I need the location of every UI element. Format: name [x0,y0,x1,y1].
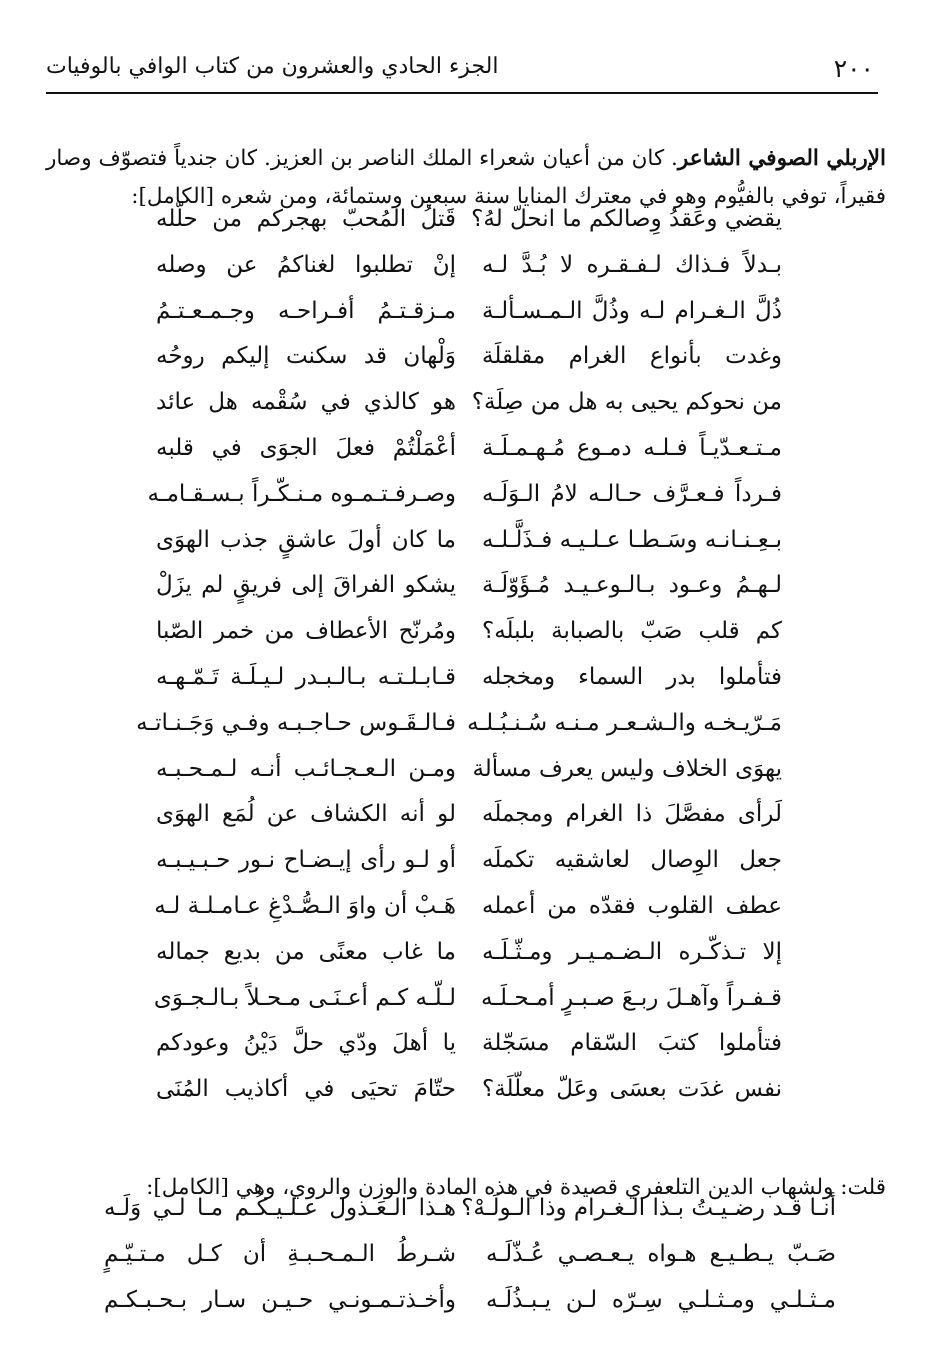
verse-second-hemistich: فتأملوا بدر السماء ومخجله [482,663,782,690]
verse-line [0,197,940,243]
verse-line [0,1278,940,1324]
verse-first-hemistich: مـزقـتـمُ أفـراحـه وجـمـعـتـمُ [156,297,456,324]
verse-line [0,1186,940,1232]
verse-second-hemistich: كم قلب صَبّ بالصبابة بلبلَه؟ [482,618,782,645]
verse-first-hemistich: هو كالذي في سُقْمه هل عائد [156,389,456,416]
verse-second-hemistich: إلا تـذكّـره الـضـمـيـر ومـثّـلَـه [482,938,782,965]
verse-line [0,289,940,335]
verse-second-hemistich: فـرداً فـعـرَّف حـالـه لامُ الـوَلَـه [482,480,782,507]
verse-first-hemistich: ما كان أولَ عاشقٍ جذب الهوَى [156,526,456,553]
running-title: الجزء الحادي والعشرون من كتاب الوافي بالوفيات [46,54,499,79]
verse-first-hemistich: هـذا الـعَـذول عـلـيـكُـم مـا لـي وَلَـه [104,1195,456,1221]
verse-first-hemistich: يا أهلَ ودّي حلَّ دَيْنُ وعودكم [156,1030,456,1057]
page-number: ٢٠٠ [833,54,874,83]
verse-second-hemistich: لـهـمُ وعـود بـالـوعـيـد مُـؤَوّلَـة [482,572,782,599]
verse-first-hemistich: يشكو الفراقَ إلى فريقٍ لم يزَلْ [156,572,456,599]
verse-line [0,1232,940,1278]
verse-second-hemistich: مـتـعـدّيـاً فـلـه دمـوع مُـهـمـلَـة [482,434,782,461]
verse-second-hemistich: جعل الوِصال لعاشقيه تكملَه [482,847,782,874]
poem-2 [0,1186,940,1324]
note-text: قلت: ولشهاب الدين التلعفري قصيدة في هذه المادة والوزن والروي، وهي [الكامل]: [146,1174,886,1200]
verse-first-hemistich: أو لـو رأى إيـضـاح نـور حـبـيـبـه [156,847,456,874]
verse-first-hemistich: وأخـذتـمـونـي حـيـن سـار بـحـبـكـم [104,1287,456,1313]
verse-first-hemistich: ومُرنّح الأعطاف من خمر الصّبا [156,618,456,645]
verse-second-hemistich: ذُلَّ الـغـرام لـه وذُلَّ الـمـسـألـة [482,297,782,324]
verse-first-hemistich: ومـن الـعـجـائـب أنـه لـمـحـبـه [156,755,456,782]
verse-line [0,747,940,793]
verse-line [0,609,940,655]
verse-second-hemistich: مَـرّيـخـه والـشـعـر مـنـه سُـنـبُـلـه [467,709,782,736]
verse-second-hemistich: فتأملوا كتبَ السّقام مسَجّلة [482,1030,782,1057]
verse-first-hemistich: وصـرفـتـمـوه مـنـكّـراً بـسـقـامـه [147,480,456,507]
verse-first-hemistich: هَـبْ أن واوَ الـصُّـدْغِ عـامـلـة لـه [154,892,456,919]
verse-line [0,334,940,380]
page-header [46,52,878,94]
verse-second-hemistich: يهوَى الخلاف وليس يعرف مسألة [472,755,782,782]
poet-name: الإربلي الصوفي الشاعر [677,145,887,171]
verse-line [0,426,940,472]
verse-second-hemistich: وغدت بأنواع الغرام مقلقلَة [482,343,782,370]
verse-second-hemistich: بـعِـنـانـه وسَـطـا عـلـيـه فـذَلَّـلـه [482,526,782,553]
verse-line [0,243,940,289]
intro-text: . كان من أعيان شعراء الملك الناصر بن العزيز. كان جندياً فتصوّف وصار فقيراً، توفي بالفيُّوم وهو في معترك المنايا سنة سبعين وستمائة، ومن شعره [الكامل]: [46,145,886,209]
verse-line [0,563,940,609]
verse-second-hemistich: بـدلاً فـذاك لـفـقـره لا بُـدَّ لـه [482,251,782,278]
verse-line [0,380,940,426]
verse-line [0,518,940,564]
verse-first-hemistich: حتّامَ تحيَى في أكاذيب المُنَى [156,1076,456,1103]
verse-line [0,472,940,518]
verse-first-hemistich: قـابـلـتـه بـالـبـدر لـيـلَـة تَـمّـهـه [156,663,456,690]
verse-line [0,1067,940,1113]
verse-second-hemistich: قـفـراً وآهـلَ ربـعَ صـبـرٍ أمـحـلَـه [480,984,782,1011]
verse-first-hemistich: لـلّـه كـم أعـنَـى مـحـلاً بـالـجـوَى [153,984,456,1011]
verse-line [0,930,940,976]
verse-second-hemistich: يقضي وعَقدُ وِصالكم ما انحلّ لهُ؟ [471,206,782,232]
verse-first-hemistich: لو أنه الكشاف عن لُمَع الهوَى [156,801,456,828]
verse-line [0,701,940,747]
verse-line [0,976,940,1022]
verse-first-hemistich: فـالـقَـوس حـاجـبـه وفـي وَجَـنـاتـه [136,709,456,736]
verse-second-hemistich: عطف القلوب فقدّه من أعمله [482,892,782,919]
verse-first-hemistich: وَلْهان قد سكنت إليكم روحُه [156,343,456,370]
verse-second-hemistich: أنـا قـد رضـيـتُ بـذا الـغـرام وذا الـولَـهْ؟ [461,1195,836,1221]
verse-second-hemistich: صَـبّ يـطـيـع هـواه يـعـصـي عُـذّلَـه [486,1241,836,1267]
verse-line [0,1021,940,1067]
verse-first-hemistich: ما غاب معنًى من بديع جماله [156,938,456,965]
verse-line [0,792,940,838]
verse-line [0,884,940,930]
verse-second-hemistich: مـثـلـي ومـثـلـي سِـرّه لـن يـبـذُلَـه [486,1287,836,1313]
verse-first-hemistich: أعْمَلْتُمْ فعلَ الجوَى في قلبه [156,434,456,461]
poem-1 [0,197,940,1113]
verse-second-hemistich: لَرأى مفصَّلَ ذا الغرام ومجملَه [482,801,782,828]
verse-line [0,838,940,884]
verse-first-hemistich: شـرطُ الـمـحـبـةِ أن كـل مـتـيّـمٍ [104,1241,456,1267]
verse-first-hemistich: إنْ تطلبوا لغناكمُ عن وصله [156,251,456,278]
verse-second-hemistich: من نحوكم يحيى به هل من صِلَة؟ [471,389,782,416]
verse-line [0,655,940,701]
verse-first-hemistich: قَتلُ المُحبّ بهجركم من حلّله [156,206,456,232]
verse-second-hemistich: نفس غدَت بعسَى وعَلّ معلّلَة؟ [482,1076,782,1103]
